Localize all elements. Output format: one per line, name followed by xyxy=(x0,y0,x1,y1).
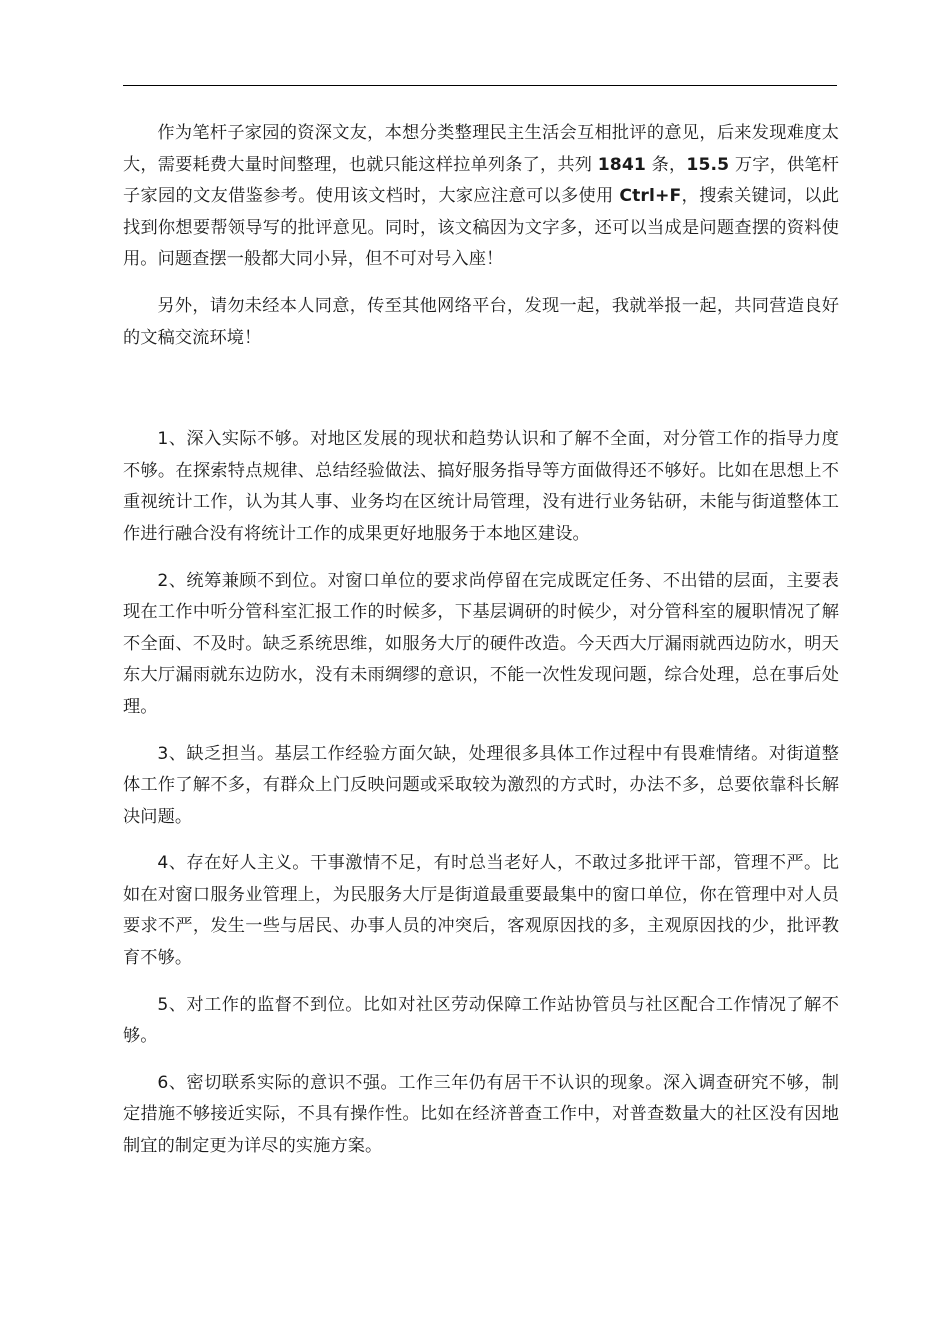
criticism-item-3: 3、缺乏担当。基层工作经验方面欠缺，处理很多具体工作过程中有畏难情绪。对街道整体工作了解不多，有群众上门反映问题或采取较为激烈的方式时，办法不多，总要依靠科长解决问题。 xyxy=(123,743,839,827)
document-body xyxy=(123,118,839,1178)
intro-paragraph-2: 另外，请勿未经本人同意，传至其他网络平台，发现一起，我就举报一起，共同营造良好的文稿交流环境！ xyxy=(123,295,839,348)
intro-text-segment: 万字，供笔杆子家园的文友借鉴参考。使用该文档时，大家应注意可以多使用 xyxy=(123,154,840,207)
criticism-item-5: 5、对工作的监督不到位。比如对社区劳动保障工作站协管员与社区配合工作情况了解不够。 xyxy=(123,994,839,1047)
criticism-item-4: 4、存在好人主义。干事激情不足，有时总当老好人，不敢过多批评干部，管理不严。比如在对窗口服务业管理上，为民服务大厅是街道最重要最集中的窗口单位，你在管理中对人员要求不严，发生一些与居民、办事人员的冲突后，客观原因找的多，主观原因找的少，批评教育不够。 xyxy=(123,853,839,969)
criticism-item-6: 6、密切联系实际的意识不强。工作三年仍有居干不认识的现象。深入调查研究不够，制定措施不够接近实际，不具有操作性。比如在经济普查工作中，对普查数量大的社区没有因地制宜的制定更为详尽的实施方案。 xyxy=(123,1072,839,1157)
intro-paragraph-1 xyxy=(123,118,839,276)
intro-text-segment: 作为笔杆子家园的资深文友，本想分类整理民主生活会互相批评的意见，后来发现难度太大，需要耗费大量时间整理，也就只能这样拉单列条了，共列 xyxy=(123,123,839,175)
shortcut-key-text: Ctrl+F xyxy=(619,186,682,207)
word-count-value: 15.5 xyxy=(686,154,730,175)
item-count-value: 1841 xyxy=(597,154,646,175)
intro-text-segment: ，搜索关键词，以此找到你想要帮领导写的批评意见。同时，该文稿因为文字多，还可以当成是问题查摆的资料使用。问题查摆一般都大同小异，但不可对号入座！ xyxy=(123,186,839,270)
criticism-item-1: 1、深入实际不够。对地区发展的现状和趋势认识和了解不全面，对分管工作的指导力度不够。在探索特点规律、总结经验做法、搞好服务指导等方面做得还不够好。比如在思想上不重视统计工作，认为其人事、业务均在区统计局管理，没有进行业务钻研，未能与街道整体工作进行融合没有将统计工作的成果更好地服务于本地区建设。 xyxy=(123,429,839,544)
section-gap xyxy=(123,369,839,424)
header-rule xyxy=(123,85,837,86)
criticism-item-2: 2、统筹兼顾不到位。对窗口单位的要求尚停留在完成既定任务、不出错的层面，主要表现在工作中听分管科室汇报工作的时候多，下基层调研的时候少，对分管科室的履职情况了解不全面、不及时。缺乏系统思维，如服务大厅的硬件改造。今天西大厅漏雨就西边防水，明天东大厅漏雨就东边防水，没有未雨绸缪的意识，不能一次性发现问题，综合处理，总在事后处理。 xyxy=(123,570,839,717)
intro-text-segment: 条， xyxy=(645,154,687,175)
